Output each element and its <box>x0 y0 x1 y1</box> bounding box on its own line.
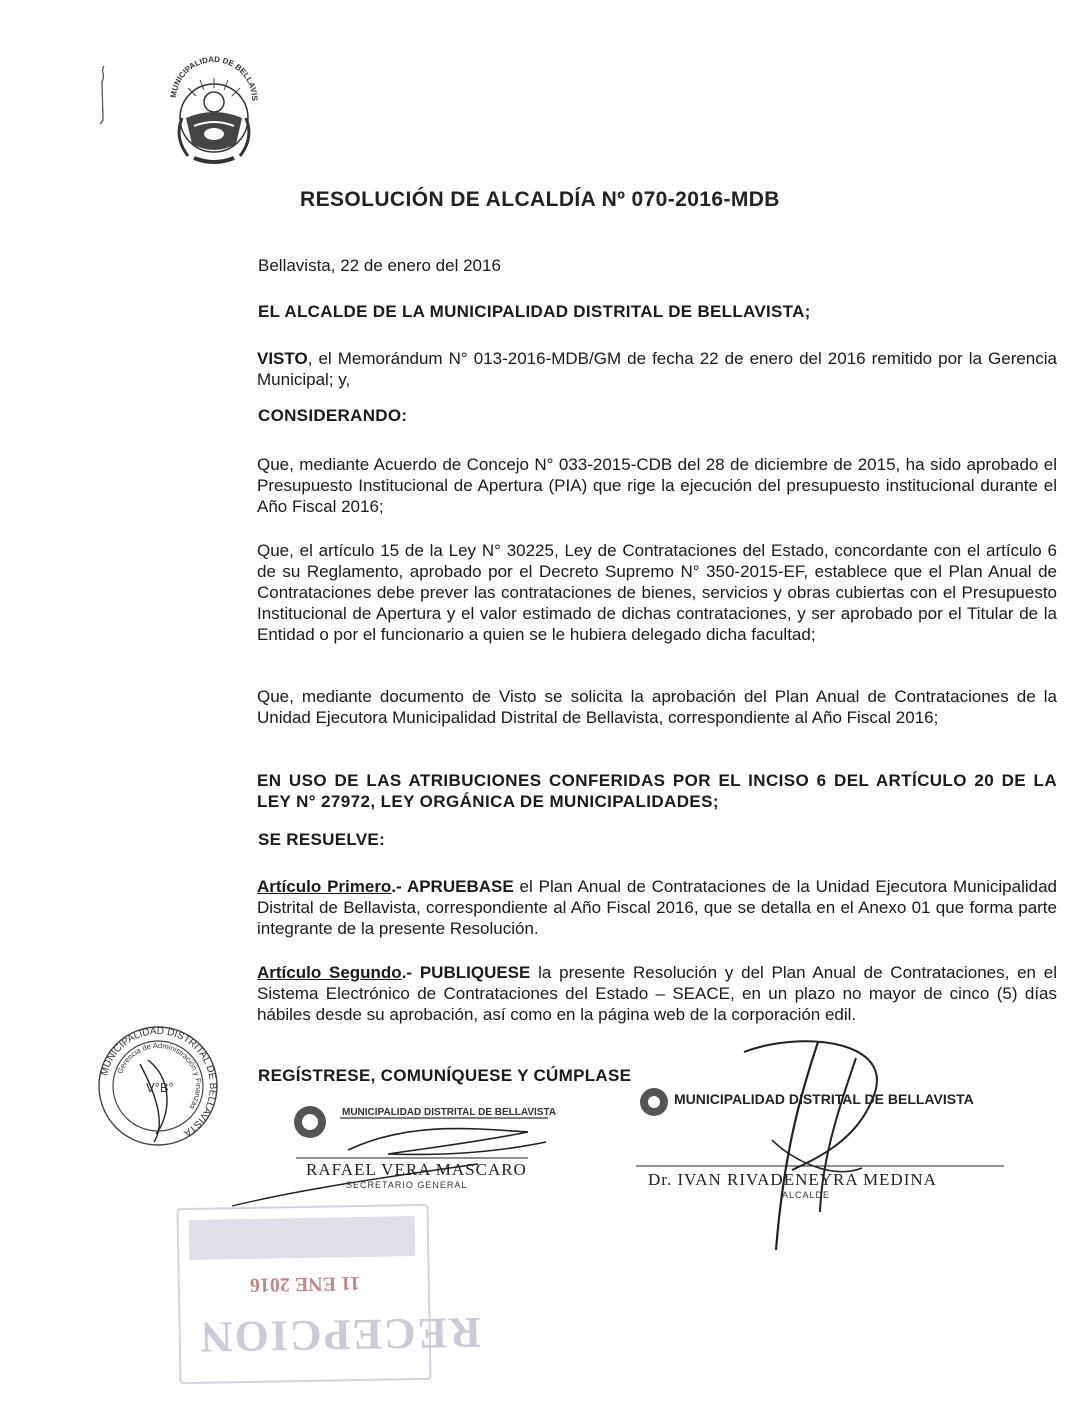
signature-left-block <box>228 1098 558 1210</box>
reception-stamp-date: 11 ENE 2016 <box>249 1272 361 1296</box>
signature-right-name: Dr. IVAN RIVADENEYRA MEDINA <box>648 1170 937 1189</box>
svg-text:MUNICIPALIDAD DE BELLAVISTA <box>164 48 259 102</box>
heading-considerando: CONSIDERANDO: <box>258 406 408 425</box>
punch-mark <box>96 62 110 132</box>
gerencia-stamp-inner-text: Gerencia de Administración y Finanzas <box>115 1040 204 1112</box>
articulo-primero-label: Artículo Primero <box>257 877 392 896</box>
signature-right-block <box>632 1030 1032 1270</box>
heading-alcalde: EL ALCALDE DE LA MUNICIPALIDAD DISTRITAL DE BELLAVISTA; <box>258 302 811 321</box>
seal-top-text: MUNICIPALIDAD DE BELLAVIS <box>168 54 260 102</box>
visto-text: , el Memorándum N° 013-2016-MDB/GM de fecha 22 de enero del 2016 remitido por la Gerencia Municipal; y, <box>257 349 1057 389</box>
gerencia-stamp-center: V°B° <box>146 1080 174 1095</box>
signature-left-role: SECRETARIO GENERAL <box>346 1180 468 1190</box>
articulo-segundo-sep: .- <box>401 963 420 982</box>
signature-right-role: ALCALDE <box>782 1190 831 1200</box>
visto-paragraph <box>257 348 1057 390</box>
articulo-segundo-label: Artículo Segundo <box>257 963 402 982</box>
articulo-primero-verb: APRUEBASE <box>406 877 514 896</box>
reception-stamp-word: RECEPCION <box>198 1307 482 1362</box>
articulo-primero <box>257 876 1057 939</box>
document-title: RESOLUCIÓN DE ALCALDÍA Nº 070-2016-MDB <box>300 188 780 211</box>
articulo-segundo-text: la presente Resolución y del Plan Anual de Contrataciones, en el Sistema Electrónico de Contrataciones del Estado – SEACE, en un plazo no mayor de cinco (5) días hábiles desde su aprobación, así como en la página web de la corporación edil. <box>257 963 1057 1024</box>
gerencia-stamp-ring-text: MUNICIPALIDAD DISTRITAL DE BELLAVISTA <box>99 1025 219 1139</box>
atribuciones-paragraph: EN USO DE LAS ATRIBUCIONES CONFERIDAS POR EL INCISO 6 DEL ARTÍCULO 20 DE LA LEY N° 27972, LEY ORGÁNICA DE MUNICIPALIDADES; <box>257 771 1057 811</box>
considerando-paragraph-2: Que, el artículo 15 de la Ley N° 30225, Ley de Contrataciones del Estado, concordante con el artículo 6 de su Reglamento, aprobado por el Decreto Supremo N° 350-2015-EF, establece que el Plan Anual de Contrataciones debe prever las contrataciones de bienes, servicios y obras cubiertas con el Presupuesto Institucional de Apertura y el valor estimado de dichas contrataciones, y ser aprobado por el Titular de la Entidad o por el funcionario a quien se le hubiera delegado dicha facultad; <box>257 541 1057 644</box>
signature-right-stamp-text: MUNICIPALIDAD DISTRITAL DE BELLAVISTA <box>674 1091 974 1107</box>
signature-left-stamp-text: MUNICIPALIDAD DISTRITAL DE BELLAVISTA <box>342 1107 557 1118</box>
heading-se-resuelve: SE RESUELVE: <box>258 830 386 849</box>
municipal-seal-icon <box>164 48 264 176</box>
articulo-primero-sep: .- <box>391 877 407 896</box>
reception-stamp <box>176 1204 482 1384</box>
date-line: Bellavista, 22 de enero del 2016 <box>258 256 501 275</box>
articulo-segundo <box>257 962 1057 1025</box>
articulo-segundo-verb: PUBLIQUESE <box>419 963 531 982</box>
visto-label: VISTO <box>257 349 308 368</box>
considerando-paragraph-3: Que, mediante documento de Visto se solicita la aprobación del Plan Anual de Contrataciones de la Unidad Ejecutora Municipalidad Distrital de Bellavista, correspondiente al Año Fiscal 2016; <box>257 687 1057 727</box>
gerencia-stamp <box>96 1024 220 1148</box>
closing-line: REGÍSTRESE, COMUNÍQUESE Y CÚMPLASE <box>258 1066 632 1085</box>
considerando-paragraph-1: Que, mediante Acuerdo de Concejo N° 033-2015-CDB del 28 de diciembre de 2015, ha sido aprobado el Presupuesto Institucional de Apertura (PIA) que rige la ejecución del presupuesto institucional durante el Año Fiscal 2016; <box>257 455 1057 516</box>
signature-left-name: RAFAEL VERA MASCARO <box>306 1160 527 1179</box>
articulo-primero-text: el Plan Anual de Contrataciones de la Unidad Ejecutora Municipalidad Distrital de Bellavista, correspondiente al Año Fiscal 2016, que se detalla en el Anexo 01 que forma parte integrante de la presente Resolución. <box>257 877 1057 938</box>
